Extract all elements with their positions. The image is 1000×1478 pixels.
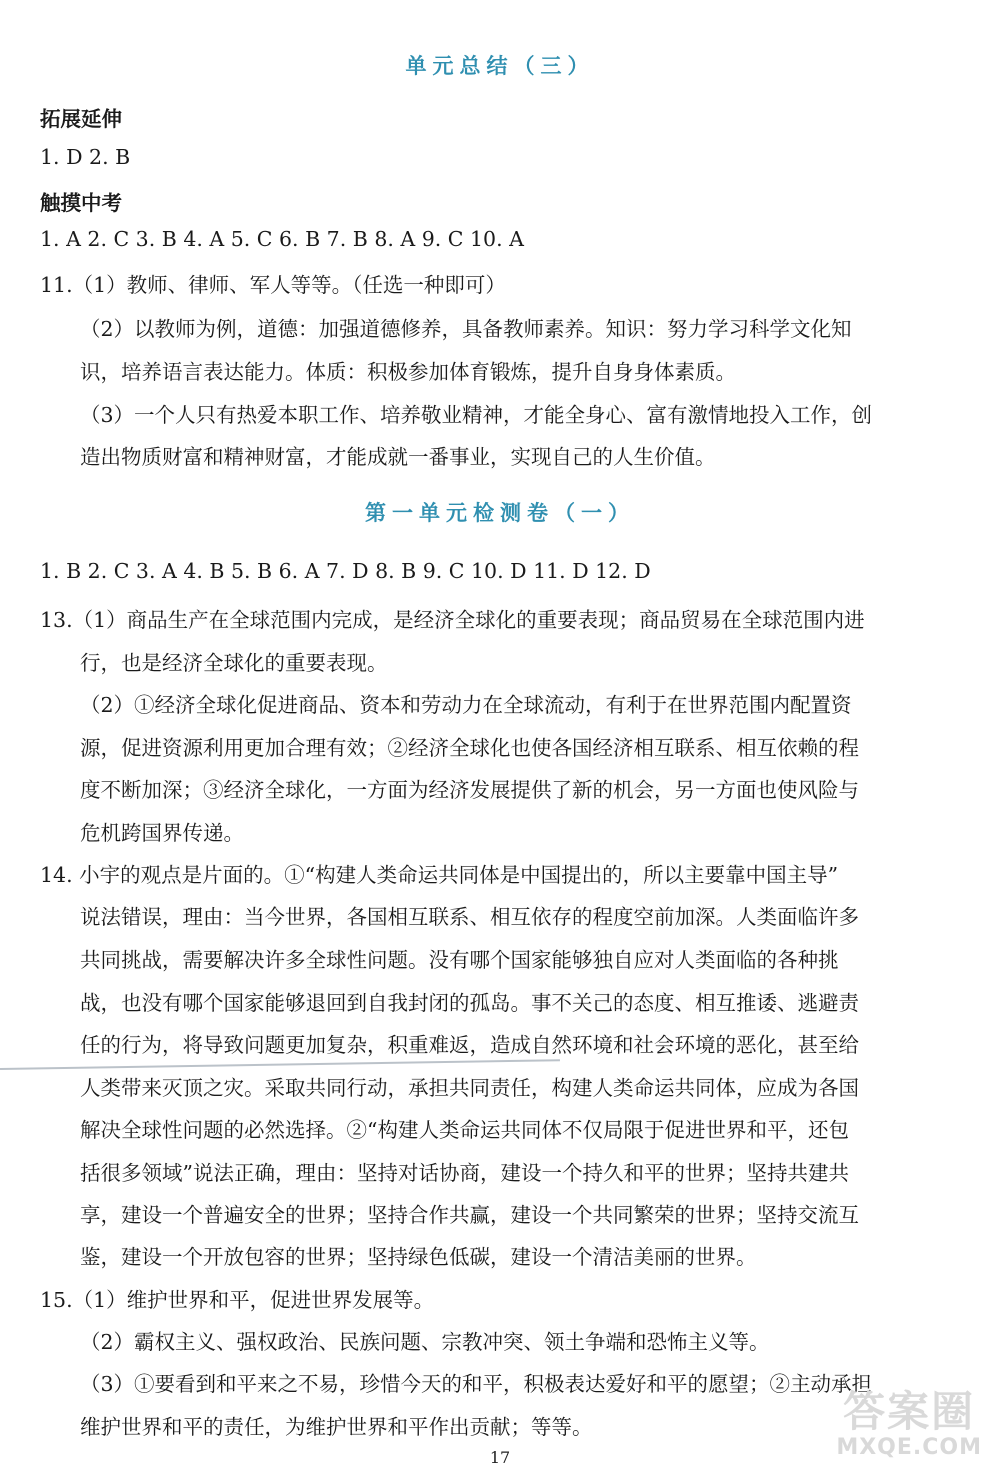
q11-answer-2-line2: 识，培养语言表达能力。体质：积极参加体育锻炼，提升自身身体素质。 xyxy=(80,360,736,384)
q13-line: 度不断加深；③经济全球化，一方面为经济发展提供了新的机会，另一方面也使风险与 xyxy=(80,778,859,802)
q14-line: 战，也没有哪个国家能够退回到自我封闭的孤岛。事不关己的态度、相互推诿、逃避责 xyxy=(80,991,859,1015)
q15-line: 维护世界和平的责任，为维护世界和平作出贡献；等等。 xyxy=(80,1415,593,1439)
q15-line: （3）①要看到和平来之不易，珍惜今天的和平，积极表达爱好和平的愿望；②主动承担 xyxy=(80,1372,873,1396)
extend-answers: 1. D 2. B xyxy=(40,145,131,169)
exam-choice-answers: 1. A 2. C 3. B 4. A 5. C 6. B 7. B 8. A 9. C 10. A xyxy=(40,227,524,251)
q15-line: （2）霸权主义、强权政治、民族问题、宗教冲突、领土争端和恐怖主义等。 xyxy=(80,1330,770,1354)
watermark-url: MXQE.COM xyxy=(836,1435,982,1460)
q14-line: 鉴，建设一个开放包容的世界；坚持绿色低碳，建设一个清洁美丽的世界。 xyxy=(80,1245,757,1269)
q13-line: 源，促进资源利用更加合理有效；②经济全球化也使各国经济相互联系、相互依赖的程 xyxy=(80,736,859,760)
q14-line: 说法错误，理由：当今世界，各国相互联系、相互依存的程度空前加深。人类面临许多 xyxy=(80,905,859,929)
q14-line: 共同挑战，需要解决许多全球性问题。没有哪个国家能够独自应对人类面临的各种挑 xyxy=(80,948,839,972)
section-title-unit-test: 第一单元检测卷（一） xyxy=(365,501,635,525)
q14-line: 14. 小宇的观点是片面的。①“构建人类命运共同体是中国提出的，所以主要靠中国主导” xyxy=(40,863,839,887)
q11-answer-3-line1: （3）一个人只有热爱本职工作、培养敬业精神，才能全身心、富有激情地投入工作，创 xyxy=(80,403,873,427)
watermark-text: 答案圈 xyxy=(843,1387,976,1436)
section-title-unit-summary: 单元总结（三） xyxy=(405,54,595,78)
q15-line: 15.（1）维护世界和平，促进世界发展等。 xyxy=(40,1288,435,1312)
q11-answer-2-line1: （2）以教师为例，道德：加强道德修养，具备教师素养。知识：努力学习科学文化知 xyxy=(80,317,852,341)
heading-extend: 拓展延伸 xyxy=(40,107,122,131)
q14-line: 括很多领域”说法正确，理由：坚持对话协商，建设一个持久和平的世界；坚持共建共 xyxy=(80,1161,849,1185)
q11-answer-1: 11.（1）教师、律师、军人等等。（任选一种即可） xyxy=(40,273,506,297)
q13-line: 危机跨国界传递。 xyxy=(80,821,244,845)
heading-exam: 触摸中考 xyxy=(40,191,122,215)
watermark-logo xyxy=(836,1389,982,1460)
pen-stroke-mark xyxy=(0,1059,560,1070)
q14-line: 享，建设一个普遍安全的世界；坚持合作共赢，建设一个共同繁荣的世界；坚持交流互 xyxy=(80,1203,859,1227)
q11-answer-3-line2: 造出物质财富和精神财富，才能成就一番事业，实现自己的人生价值。 xyxy=(80,445,716,469)
q13-line: 13.（1）商品生产在全球范围内完成，是经济全球化的重要表现；商品贸易在全球范围内进 xyxy=(40,608,865,632)
q14-line: 人类带来灭顶之灾。采取共同行动，承担共同责任，构建人类命运共同体，应成为各国 xyxy=(80,1076,859,1100)
q13-line: （2）①经济全球化促进商品、资本和劳动力在全球流动，有利于在世界范围内配置资 xyxy=(80,693,852,717)
q13-line: 行，也是经济全球化的重要表现。 xyxy=(80,651,388,675)
q14-line: 任的行为，将导致问题更加复杂，积重难返，造成自然环境和社会环境的恶化，甚至给 xyxy=(80,1033,859,1057)
page-number: 17 xyxy=(489,1448,511,1467)
test-choice-answers: 1. B 2. C 3. A 4. B 5. B 6. A 7. D 8. B 9. C 10. D 11. D 12. D xyxy=(40,559,651,583)
q14-line: 解决全球性问题的必然选择。②“构建人类命运共同体不仅局限于促进世界和平，还包 xyxy=(80,1118,849,1142)
